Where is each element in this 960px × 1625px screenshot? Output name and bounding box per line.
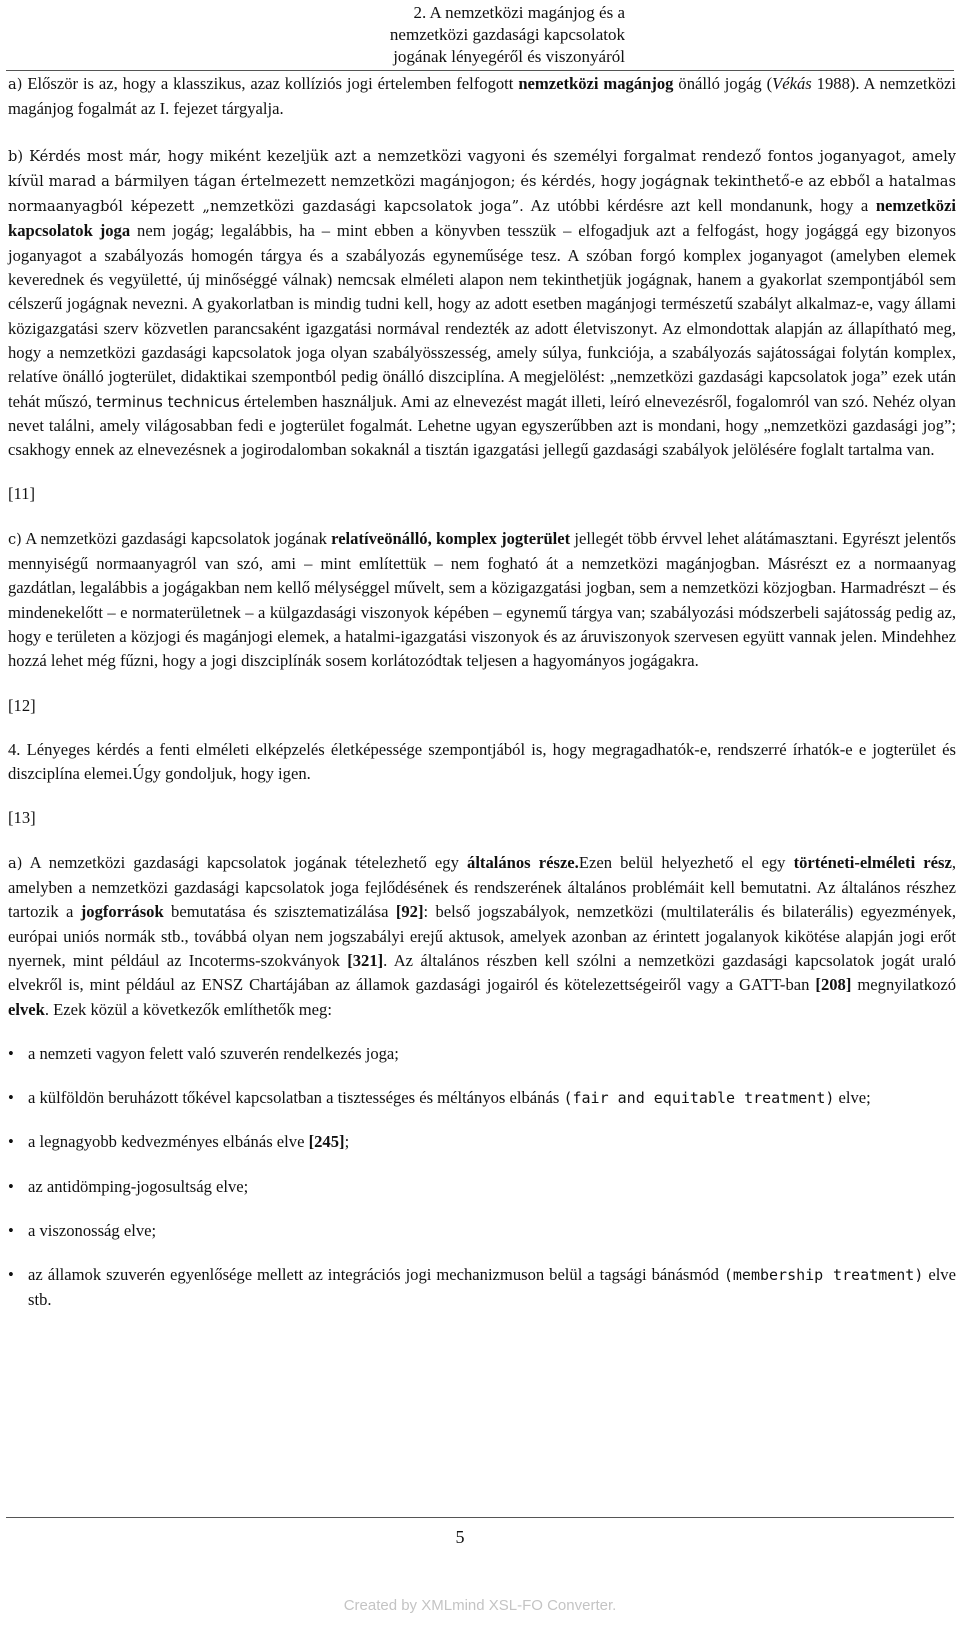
generator-credit: Created by XMLmind XSL-FO Converter. bbox=[343, 1597, 617, 1614]
page-number: 5 bbox=[455, 1527, 465, 1547]
list-item: • a nemzeti vagyon felett való szuverén rendelkezés joga; bbox=[8, 1042, 956, 1066]
paragraph-a-general-part: a) A nemzetközi gazdasági kapcsolatok jogának tételezhető egy általános része.Ezen belül helyezhető el egy történeti-elméleti rész, amelyben a nemzetközi gazdasági kapcsolatok joga fejlődésének és rendszerének általános problémáit kell bemutatni. Az általános részhez tartozik a jogforrások bemutatása és szisztematizálása [92]: belső jogszabályok, nemzetközi (multilaterális és bilaterális) egyezmények, európai uniós normák stb., továbbá olyan nem jogszabályi erejű aktusok, amelyek azonban az érintett jogalanyok kikötése alapján jogi erőt nyernek, mint például az Incoterms-szokványok [321]. Az általános részben kell szólni a nemzetközi gazdasági kapcsolatok jogát uraló elvekről is, mint például az ENSZ Chartájában az államok gazdasági jogairól és kötelezettségeiről vagy a GATT-ban [208] megnyilatkozó elvek. Ezek közül a következők említhetők meg: bbox=[8, 852, 957, 1019]
footer-divider bbox=[6, 1517, 954, 1518]
paragraph-reference-13[interactable]: [13] bbox=[8, 808, 36, 828]
document-body bbox=[8, 72, 956, 1332]
list-item: • a viszonosság elve; bbox=[8, 1219, 956, 1243]
bold-term: elvek bbox=[8, 999, 45, 1019]
english-term: (fair and equitable treatment) bbox=[563, 1089, 835, 1108]
bold-term: általános része. bbox=[467, 852, 579, 872]
bold-term: történeti-elméleti rész bbox=[793, 852, 952, 872]
paragraph-4-system: 4. Lényeges kérdés a fenti elméleti elképzelés életképessége szempontjából is, hogy megragadhatók-e, rendszerré írhatók-e e jogterület és diszciplína elemei.Úgy gondoljuk, hogy igen. bbox=[8, 739, 956, 784]
paragraph-reference-11[interactable]: [11] bbox=[8, 484, 36, 504]
bullet-icon: • bbox=[8, 1132, 14, 1152]
principles-list bbox=[8, 1042, 956, 1312]
bullet-icon: • bbox=[8, 1088, 14, 1108]
cross-reference-link[interactable]: [92] bbox=[395, 902, 424, 922]
english-term: (membership treatment) bbox=[723, 1266, 924, 1285]
bold-term: nemzetközi magánjog bbox=[518, 74, 674, 93]
citation-author: Vékás bbox=[772, 74, 812, 93]
cross-reference-link[interactable]: [208] bbox=[815, 975, 852, 995]
paragraph-reference-12[interactable]: [12] bbox=[8, 695, 36, 715]
running-header bbox=[0, 2, 625, 68]
list-item: • a legnagyobb kedvezményes elbánás elve [245]; bbox=[8, 1130, 956, 1154]
list-item: • az államok szuverén egyenlősége mellett az integrációs jogi mechanizmuson belül a tagsági bánásmód (membership treatment) elve stb. bbox=[8, 1265, 956, 1309]
bullet-icon: • bbox=[8, 1265, 14, 1285]
bold-term: jogforrások bbox=[80, 902, 164, 922]
bullet-icon: • bbox=[8, 1176, 14, 1196]
cross-reference-link[interactable]: [245] bbox=[308, 1132, 345, 1152]
list-marker: c) bbox=[8, 530, 22, 548]
list-marker: a) bbox=[8, 854, 23, 872]
paragraph-a-private-law: a) Először is az, hogy a klasszikus, azaz kollíziós jogi értelemben felfogott nemzetközi magánjog önálló jogág (Vékás 1988). A nemzetközi magánjog fogalmát az I. fejezet tárgyalja. bbox=[8, 74, 957, 119]
list-item: • az antidömping-jogosultság elve; bbox=[8, 1175, 956, 1199]
list-item: • a külföldön beruházott tőkével kapcsolatban a tisztességes és méltányos elbánás (fair and equitable treatment) elve; bbox=[8, 1086, 956, 1110]
list-marker: a) bbox=[8, 76, 23, 93]
cross-reference-link[interactable]: [321] bbox=[347, 950, 384, 970]
header-divider bbox=[6, 70, 954, 71]
latin-term: terminus technicus bbox=[96, 392, 240, 411]
bullet-icon: • bbox=[8, 1043, 14, 1063]
header-line-1: 2. A nemzetközi magánjog és a bbox=[413, 3, 625, 22]
header-line-2: nemzetközi gazdasági kapcsolatok bbox=[389, 25, 625, 44]
paragraph-b-economic-relations-law: b) Kérdés most már, hogy miként kezeljük azt a nemzetközi vagyoni és személyi forgalmat rendező fontos joganyagot, amely kívül marad a bármilyen tágan értelmezett nemzetközi magánjogon; és kérdés, hogy jogágnak tekinthető-e az ebből a hatalmas normaanyagból képezett „nemzetközi gazdasági kapcsolatok joga”. Az utóbbi kérdésre azt kell mondanunk, hogy a nemzetközi kapcsolatok joga nem jogág; legalábbis, ha – mint ebben a könyvben tesszük – elfogadjuk azt a felfogást, hogy jogággá egy bizonyos joganyagot a szabályozás homogén tárgya és a szabályozás egyneműsége tesz. A szóban forgó komplex joganyagot (amelyben elemek keverednek és vegyületté, új minőséggé válnak) nemcsak elméleti alapon nem tekinthetjük jogágnak, hanem a gyakorlat szempontjából sem célszerű jogágnak nevezni. A gyakorlatban is mindig tudni kell, hogy az adott esetben magánjogi természetű szabályt alkalmaz-e, vagy állami közigazgatási szerv közvetlen parancsaként igazgatási normával rendezték az adott életviszonyt. Az elmondottak alapján az állapítható meg, hogy a nemzetközi gazdasági kapcsolatok joga olyan szabályösszesség, amely súlya, funkciója, a szabályozás sajátosságai folytán komplex, relatíve önálló jogterület, didaktikai szempontból pedig önálló diszciplína. A megjelölést: „nemzetközi gazdasági kapcsolatok joga” ezek után tehát műszó, terminus technicus értelemben használjuk. Ami az elnevezést magát illeti, leíró elnevezésről, fogalomról van szó. Nehéz olyan nevet találni, amely világosabban fedi e jogterület fogalmát. Lehetne ugyan egyszerűbben azt is mondani, hogy „nemzetközi gazdasági jog”; csakhogy ennek az elnevezésnek a jogirodalomban sokaknál a tisztán igazgatási jellegű gazdasági szabályok jelölésére foglalt tartalma van. bbox=[8, 147, 956, 460]
paragraph-c-complex-field: c) A nemzetközi gazdasági kapcsolatok jogának relatíveönálló, komplex jogterület jellegét több érvvel lehet alátámasztani. Egyrészt jelentős mennyiségű normaanyagról van szó, ami – mint említettük – nem fogható át a nemzetközi magánjogban. Másrészt ez a normaanyag gazdátlan, legalábbis a jogágakban nem kellő mélységgel művelt, sem a közigazgatási jogban, sem a nemzetközi közjogban. Harmadrészt – és mindenekelőtt – e normaterületnek – a külgazdasági viszonyok képében – egynemű tárgya van; szabályozási módszerbeli sajátosság pedig az, hogy e területen a közjogi és magánjogi elemek, a hatalmi-igazgatási viszonyok és az áruviszonyok szervesen együtt vannak jelen. Mindehhez hozzá lehet még fűzni, hogy a jogi diszciplínák sosem korlátozódtak teljesen a hagyományos jogágakra. bbox=[8, 528, 956, 671]
bold-term: relatíveönálló, komplex jogterület bbox=[331, 528, 571, 548]
bold-term: nemzetközi kapcsolatok joga bbox=[8, 196, 956, 241]
generator-link[interactable]: XMLmind XSL-FO Converter bbox=[421, 1597, 613, 1614]
bullet-icon: • bbox=[8, 1220, 14, 1240]
header-line-3: jogának lényegéről és viszonyáról bbox=[393, 47, 625, 66]
